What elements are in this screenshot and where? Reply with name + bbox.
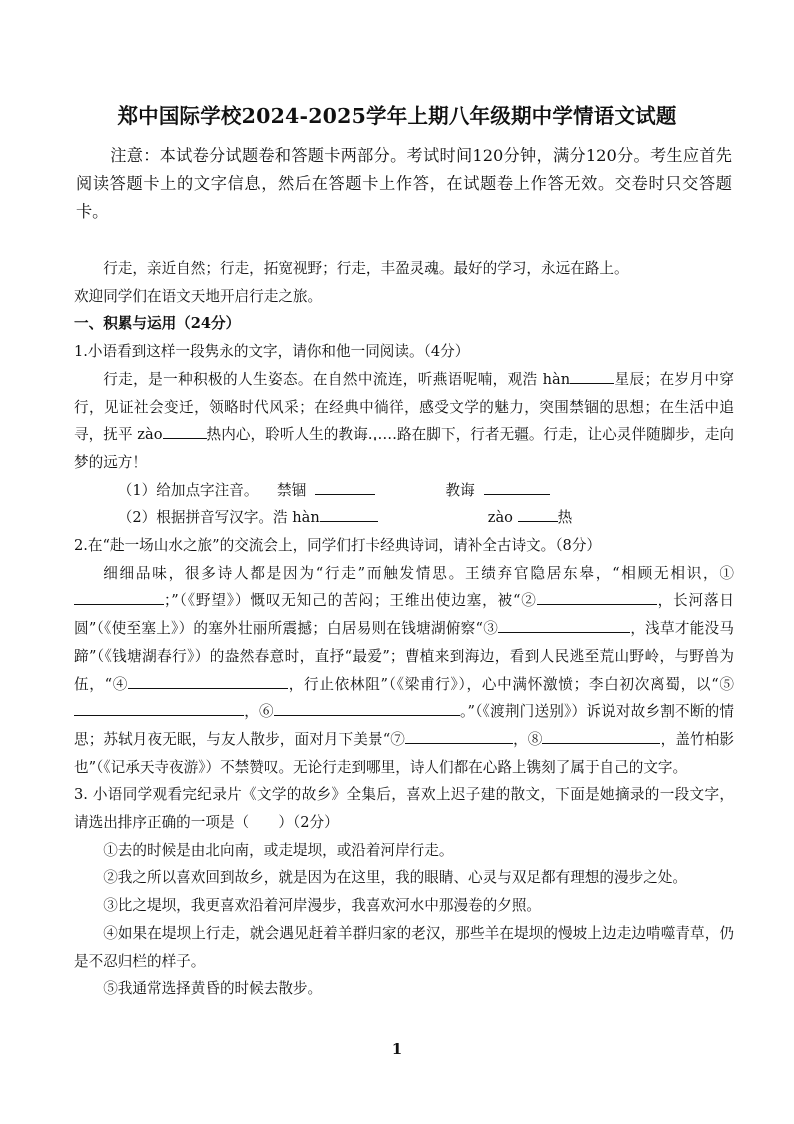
passage-part: ，浅草才能没马蹄”（《钱塘湖春行》）的盎然春意时，直抒“最爱”；曹植来到海边，看到人民逃至荒山野岭，与野兽为伍，“④ xyxy=(74,620,734,693)
passage-part: ，⑧ xyxy=(512,730,543,748)
passage-part: ；”（《野望》）慨叹无知己的苦闷；王维出使边塞，被“② xyxy=(164,592,537,610)
sub-term: 热 xyxy=(557,509,573,527)
passage-part: 热内心，聆听人生的教 xyxy=(206,426,354,444)
intro-line-2: 欢迎同学们在语文天地开启行走之旅。 xyxy=(74,287,323,305)
passage-part: ，行止依林阻”（《梁甫行》），心中满怀激愤；李白初次离蜀，以“⑤ xyxy=(288,675,734,693)
question-1-sub-2 xyxy=(74,504,734,532)
answer-blank[interactable] xyxy=(320,507,378,522)
question-3-item: ④如果在堤坝上行走，就会遇见赶着羊群归家的老汉，那些羊在堤坝的慢坡上边走边啃噬青草，仍是不忍归栏的样子。 xyxy=(74,924,734,970)
sub-label: （1）给加点字注音。 xyxy=(117,481,259,499)
answer-blank[interactable] xyxy=(537,590,657,605)
answer-blank[interactable] xyxy=(518,507,558,522)
passage-part: ……路在脚下，行者无疆。行走，让心灵伴随脚步，走向梦的远方！ xyxy=(74,426,734,471)
passage-part: 星辰；在岁月中穿行，见证社会变迁，领略时代风采；在经典中徜徉，感受文学的魅力，突围禁 xyxy=(74,370,734,416)
question-3-stem: 3. 小语同学观看完纪录片《文学的故乡》全集后，喜欢上迟子建的散文，下面是她摘录的一段文字，请选出排序正确的一项是（ ）（2分） xyxy=(74,786,734,832)
answer-blank[interactable] xyxy=(74,590,164,605)
answer-blank[interactable] xyxy=(498,618,630,633)
intro-line-1: 行走，亲近自然；行走，拓宽视野；行走，丰盈灵魂。最好的学习，永远在路上。 xyxy=(103,260,629,277)
passage-part: ，长河落日圆”（《使至塞上》）的塞外壮丽所震撼；白居易则在钱塘湖俯察“③ xyxy=(74,592,734,638)
passage-part: 行走，是一种积极的人生姿态。在自然中流连，听燕语呢喃，观浩 hàn xyxy=(103,370,571,388)
exam-title: 郑中国际学校2024-2025学年上期八年级期中学情语文试题 xyxy=(117,104,677,128)
page-number: 1 xyxy=(391,1040,403,1058)
sub-term: zào xyxy=(487,509,513,527)
question-3-item: ③比之堤坝，我更喜欢沿着河岸漫步，我喜欢河水中那漫卷的夕照。 xyxy=(103,897,542,915)
answer-blank[interactable] xyxy=(128,674,288,689)
dotted-char: 诲 xyxy=(353,426,368,444)
notice-text: 注意：本试卷分试题卷和答题卡两部分。考试时间120分钟，满分120分。考生应首先阅读答题卡上的文字信息，然后在答题卡上作答，在试题卷上作答无效。交卷时只交答题卡。 xyxy=(76,146,732,221)
answer-blank[interactable] xyxy=(570,369,614,384)
answer-blank[interactable] xyxy=(484,480,550,495)
answer-blank[interactable] xyxy=(315,480,375,495)
answer-blank[interactable] xyxy=(274,701,460,716)
passage-part: 。”（《渡荆门送别》）诉说对故乡割不断的情思；苏轼月夜无眠，与友人散步，面对月下美景“⑦ xyxy=(74,703,734,748)
question-3-item: ①去的时候是由北向南，或走堤坝，或沿着河岸行走。 xyxy=(103,841,454,859)
sub-term: 禁锢 xyxy=(277,481,307,499)
passage-part: ，⑥ xyxy=(244,703,274,721)
passage-part: 的思想；在生活中追寻，抚平 zào xyxy=(74,398,734,444)
exam-body xyxy=(74,255,734,1003)
passage-part: 细细品味，很多诗人都是因为“行走”而触发情思。王绩弃官隐居东皋，“相顾无相识，① xyxy=(103,564,734,582)
dotted-char: 锢 xyxy=(584,398,600,416)
question-2-passage xyxy=(74,560,734,782)
sub-label: （2）根据拼音写汉字。浩 hàn xyxy=(117,509,320,527)
question-1-stem: 1.小语看到这样一段隽永的文字，请你和他一同阅读。（4分） xyxy=(74,343,470,361)
question-3-item: ⑤我通常选择黄昏的时候去散步。 xyxy=(103,980,323,998)
answer-blank[interactable] xyxy=(405,729,513,744)
answer-blank[interactable] xyxy=(163,424,207,439)
answer-blank[interactable] xyxy=(74,701,244,716)
section-heading: 一、积累与运用（24分） xyxy=(74,315,241,333)
sub-term: 教诲 xyxy=(445,481,475,499)
passage-part: ，盖竹柏影也”（《记承天寺夜游》）不禁赞叹。无论行走到哪里，诗人们都在心路上镌刻了属于自己的文字。 xyxy=(74,730,734,776)
question-1-passage xyxy=(74,366,734,477)
exam-notice xyxy=(76,142,732,226)
answer-blank[interactable] xyxy=(542,729,660,744)
question-3-item: ②我之所以喜欢回到故乡，就是因为在这里，我的眼睛、心灵与双足都有理想的漫步之处。 xyxy=(103,869,687,887)
question-2-stem: 2.在“赴一场山水之旅”的交流会上，同学们打卡经典诗词，请补全古诗文。（8分） xyxy=(74,537,602,555)
question-1-sub-1 xyxy=(74,477,734,505)
